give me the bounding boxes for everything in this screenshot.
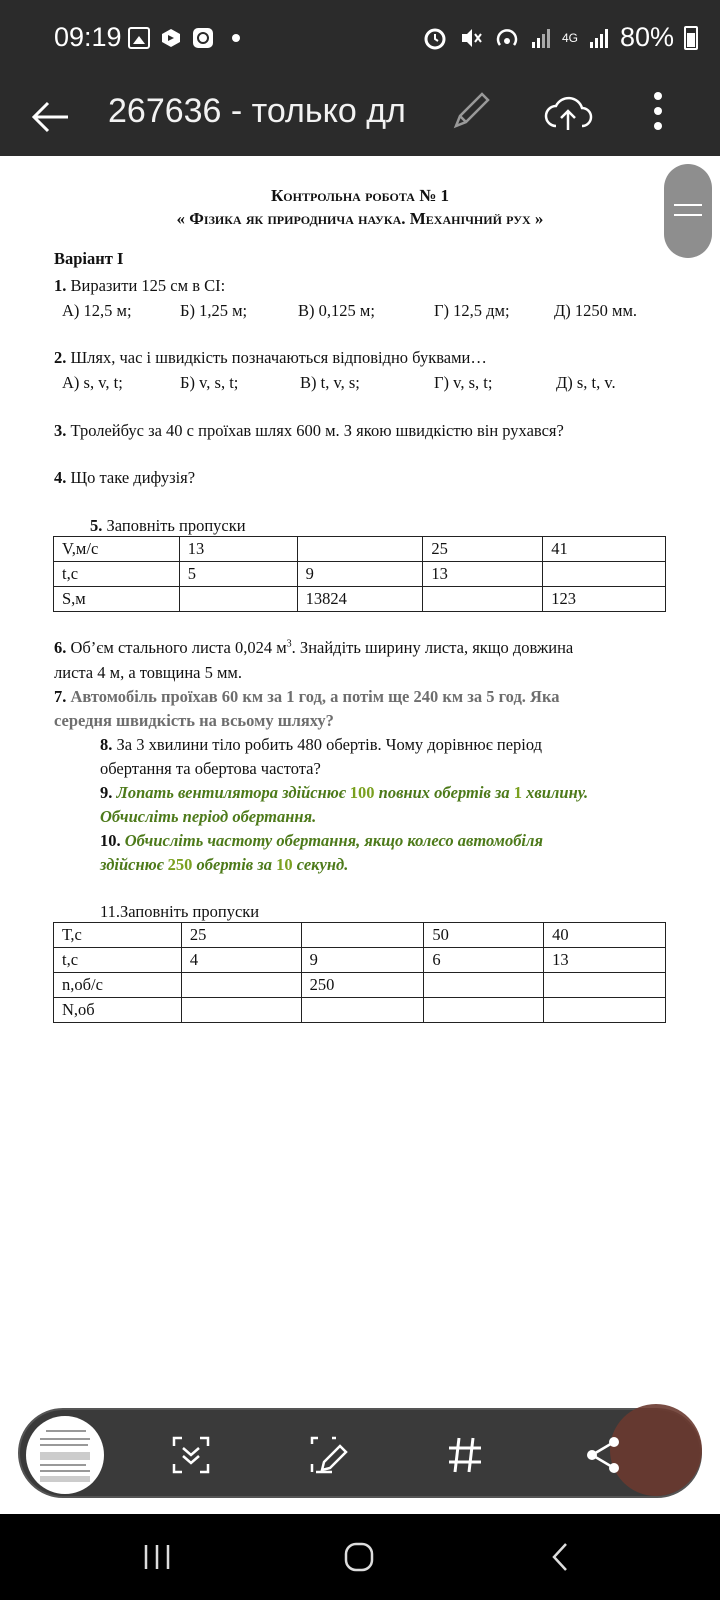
draw-icon[interactable]	[306, 1432, 352, 1478]
table-cell	[301, 923, 424, 948]
notification-icons	[128, 27, 240, 49]
table-cell: 13	[423, 562, 543, 587]
hashtag-icon[interactable]	[442, 1432, 488, 1478]
table-cell: 13	[544, 948, 666, 973]
battery-percent: 80%	[619, 22, 674, 52]
table-row	[54, 562, 666, 587]
table-cell	[543, 562, 666, 587]
table-cell: 40	[544, 923, 666, 948]
q1-option-c: В) 0,125 м;	[298, 301, 375, 320]
share-icon[interactable]	[580, 1432, 626, 1478]
table-row	[54, 973, 666, 998]
table-cell: Т,с	[54, 923, 182, 948]
table-cell: 250	[301, 973, 424, 998]
q1-option-b: Б) 1,25 м;	[180, 301, 248, 320]
app-bar	[0, 80, 720, 156]
table-cell	[297, 537, 423, 562]
question-6-line-2: листа 4 м, а товщина 5 мм.	[54, 663, 242, 682]
question-10: 10. Обчисліть частоту обертання, якщо колесо автомобіля	[100, 831, 543, 850]
table-cell	[301, 998, 424, 1023]
page-thumbnail[interactable]	[26, 1416, 104, 1494]
recent-apps-icon[interactable]	[136, 1536, 178, 1578]
scan-icon[interactable]	[168, 1432, 214, 1478]
back-arrow-icon[interactable]	[28, 94, 74, 140]
question-8: 8. За 3 хвилини тіло робить 480 обертів. Чому дорівнює період	[100, 735, 543, 754]
table-cell: S,м	[54, 587, 180, 612]
alarm-icon	[422, 25, 448, 51]
table-cell: V,м/с	[54, 537, 180, 562]
table-1	[53, 536, 666, 612]
table-row	[54, 948, 666, 973]
table-cell	[424, 973, 544, 998]
clock-notification-icon	[192, 27, 214, 49]
table-cell: 6	[424, 948, 544, 973]
more-vertical-icon[interactable]	[648, 88, 668, 134]
document-title: 267636 - только дл	[108, 92, 406, 130]
table-cell	[423, 587, 543, 612]
question-6: 6. Об’єм стального листа 0,024 $м^3$. Знайдіть ширину листа, якщо довжина	[54, 638, 574, 657]
cloud-upload-icon[interactable]	[542, 90, 594, 136]
network-type: 4G	[561, 30, 578, 45]
status-bar	[0, 0, 720, 80]
question-2: 2. Шлях, час і швидкість позначаються відповідно буквами…	[54, 348, 487, 367]
table-row	[54, 587, 666, 612]
table-cell	[179, 587, 297, 612]
q2-option-d: Г) v, s, t;	[434, 373, 493, 392]
table-row	[54, 537, 666, 562]
q2-option-a: А) s, v, t;	[62, 373, 123, 392]
question-3: 3. Тролейбус за 40 с проїхав шлях 600 м. З якою швидкістю він рухався?	[54, 421, 564, 440]
battery-icon	[684, 26, 698, 50]
gallery-notification-icon	[128, 27, 150, 49]
question-10-line-2: здійснює 250 обертів за 10 секунд.	[100, 855, 349, 874]
q2-option-b: Б) v, s, t;	[180, 373, 239, 392]
table-cell: 5	[179, 562, 297, 587]
app-notification-icon	[160, 27, 182, 49]
table-cell: 41	[543, 537, 666, 562]
table-cell: 9	[301, 948, 424, 973]
q1-option-e: Д) 1250 мм.	[554, 301, 638, 320]
pencil-icon[interactable]	[448, 88, 494, 134]
scroll-handle[interactable]	[664, 164, 712, 258]
signal-icon-1	[530, 26, 552, 50]
home-icon[interactable]	[338, 1536, 380, 1578]
q2-option-c: В) t, v, s;	[300, 373, 360, 392]
table-cell	[544, 973, 666, 998]
status-right	[422, 22, 698, 53]
doc-title: Контрольна робота № 1	[270, 186, 450, 205]
table-cell: 25	[423, 537, 543, 562]
signal-icon-2	[588, 26, 610, 50]
table-2	[53, 922, 666, 1023]
back-nav-icon[interactable]	[540, 1536, 582, 1578]
table-cell	[544, 998, 666, 1023]
table-cell	[424, 998, 544, 1023]
question-8-line-2: обертання та обертова частота?	[100, 759, 321, 778]
question-4: 4. Що таке дифузія?	[54, 468, 196, 487]
question-7: 7. Автомобіль проїхав 60 км за 1 год, а потім ще 240 км за 5 год. Яка	[54, 687, 560, 706]
q1-option-d: Г) 12,5 дм;	[434, 301, 510, 320]
table-cell: t,с	[54, 562, 180, 587]
bottom-toolbar	[18, 1408, 702, 1498]
question-1: 1. Виразити 125 см в СІ:	[54, 276, 226, 295]
table-cell: 25	[181, 923, 301, 948]
more-notifications-dot	[232, 34, 240, 42]
table-cell: 9	[297, 562, 423, 587]
table-row	[54, 923, 666, 948]
table-cell: n,об/с	[54, 973, 182, 998]
q2-option-e: Д) s, t, v.	[556, 373, 616, 392]
question-7-line-2: середня швидкість на всьому шляху?	[54, 711, 334, 730]
q1-option-a: А) 12,5 м;	[62, 301, 132, 320]
table-cell: N,об	[54, 998, 182, 1023]
question-11: 11.Заповніть пропуски	[100, 902, 260, 921]
table-cell: 13	[179, 537, 297, 562]
table-cell	[181, 998, 301, 1023]
variant-label: Варіант І	[54, 249, 124, 268]
table-cell: t,с	[54, 948, 182, 973]
question-9-line-2: Обчисліть період обертання.	[100, 807, 317, 826]
system-nav-bar	[0, 1514, 720, 1600]
table-cell: 123	[543, 587, 666, 612]
hotspot-icon	[494, 25, 520, 51]
table-cell: 4	[181, 948, 301, 973]
table-cell: 50	[424, 923, 544, 948]
mute-icon	[458, 25, 484, 51]
question-5: 5. Заповніть пропуски	[90, 516, 246, 535]
table-cell: 13824	[297, 587, 423, 612]
doc-subtitle: « Фізика як природнича наука. Механічний рух »	[176, 209, 544, 228]
question-9: 9. Лопать вентилятора здійснює 100 повних обертів за 1 хвилину.	[100, 783, 589, 802]
document-page[interactable]	[0, 156, 720, 1514]
table-row	[54, 998, 666, 1023]
status-time: 09:19	[54, 22, 122, 52]
table-cell	[181, 973, 301, 998]
